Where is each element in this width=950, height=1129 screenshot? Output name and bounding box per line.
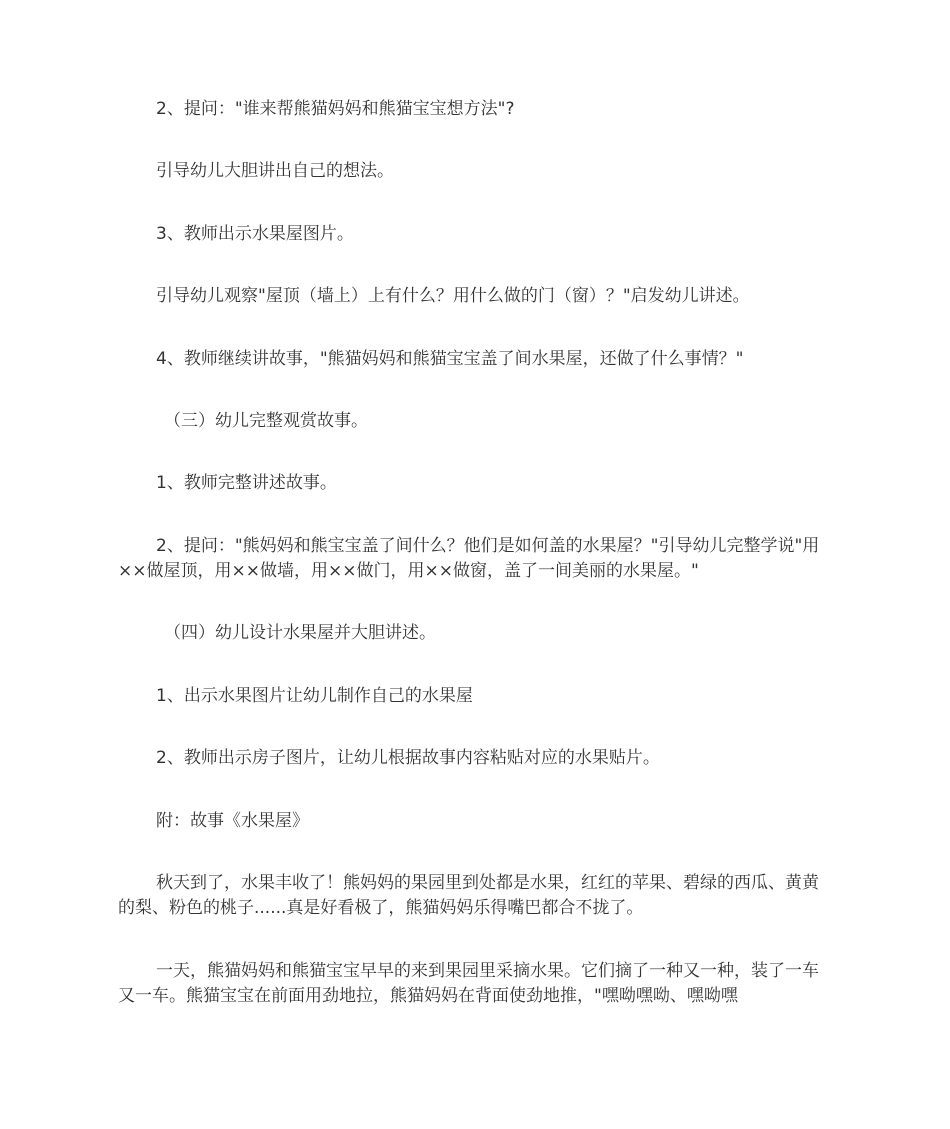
paragraph-guide-observe: 引导幼儿观察"屋顶（墙上）上有什么？用什么做的门（窗）？"启发幼儿讲述。	[156, 286, 750, 306]
paragraph-step-3: 3、教师出示水果屋图片。	[156, 224, 354, 244]
section-heading-4: （四）幼儿设计水果屋并大胆讲述。	[164, 623, 436, 643]
paragraph-question-2: 2、提问："谁来帮熊猫妈妈和熊猫宝宝想方法"?	[156, 99, 515, 119]
paragraph-step-4: 4、教师继续讲故事，"熊猫妈妈和熊猫宝宝盖了间水果屋，还做了什么事情？"	[156, 349, 744, 369]
paragraph-make-house: 1、出示水果图片让幼儿制作自己的水果屋	[156, 686, 473, 706]
paragraph-story-picking: 一天，熊猫妈妈和熊猫宝宝早早的来到果园里采摘水果。它们摘了一种又一种，装了一车又一车。熊猫宝宝在前面用劲地拉，熊猫妈妈在背面使劲地推，"嘿呦嘿呦、嘿呦嘿	[118, 961, 819, 1006]
paragraph-step-1: 1、教师完整讲述故事。	[156, 473, 337, 493]
paragraph-story-title: 附：故事《水果屋》	[156, 811, 309, 831]
paragraph-question-house: 2、提问："熊妈妈和熊宝宝盖了间什么？他们是如何盖的水果屋？"引导幼儿完整学说"用××做屋顶，用××做墙，用××做门，用××做窗，盖了一间美丽的水果屋。"	[118, 536, 820, 581]
section-heading-3: （三）幼儿完整观赏故事。	[164, 411, 368, 431]
paragraph-paste-fruit: 2、教师出示房子图片，让幼儿根据故事内容粘贴对应的水果贴片。	[156, 748, 660, 768]
paragraph-guide-ideas: 引导幼儿大胆讲出自己的想法。	[156, 161, 394, 181]
paragraph-story-autumn: 秋天到了，水果丰收了！熊妈妈的果园里到处都是水果，红红的苹果、碧绿的西瓜、黄黄的梨、粉色的桃子......真是好看极了，熊猫妈妈乐得嘴巴都合不拢了。	[118, 873, 819, 918]
